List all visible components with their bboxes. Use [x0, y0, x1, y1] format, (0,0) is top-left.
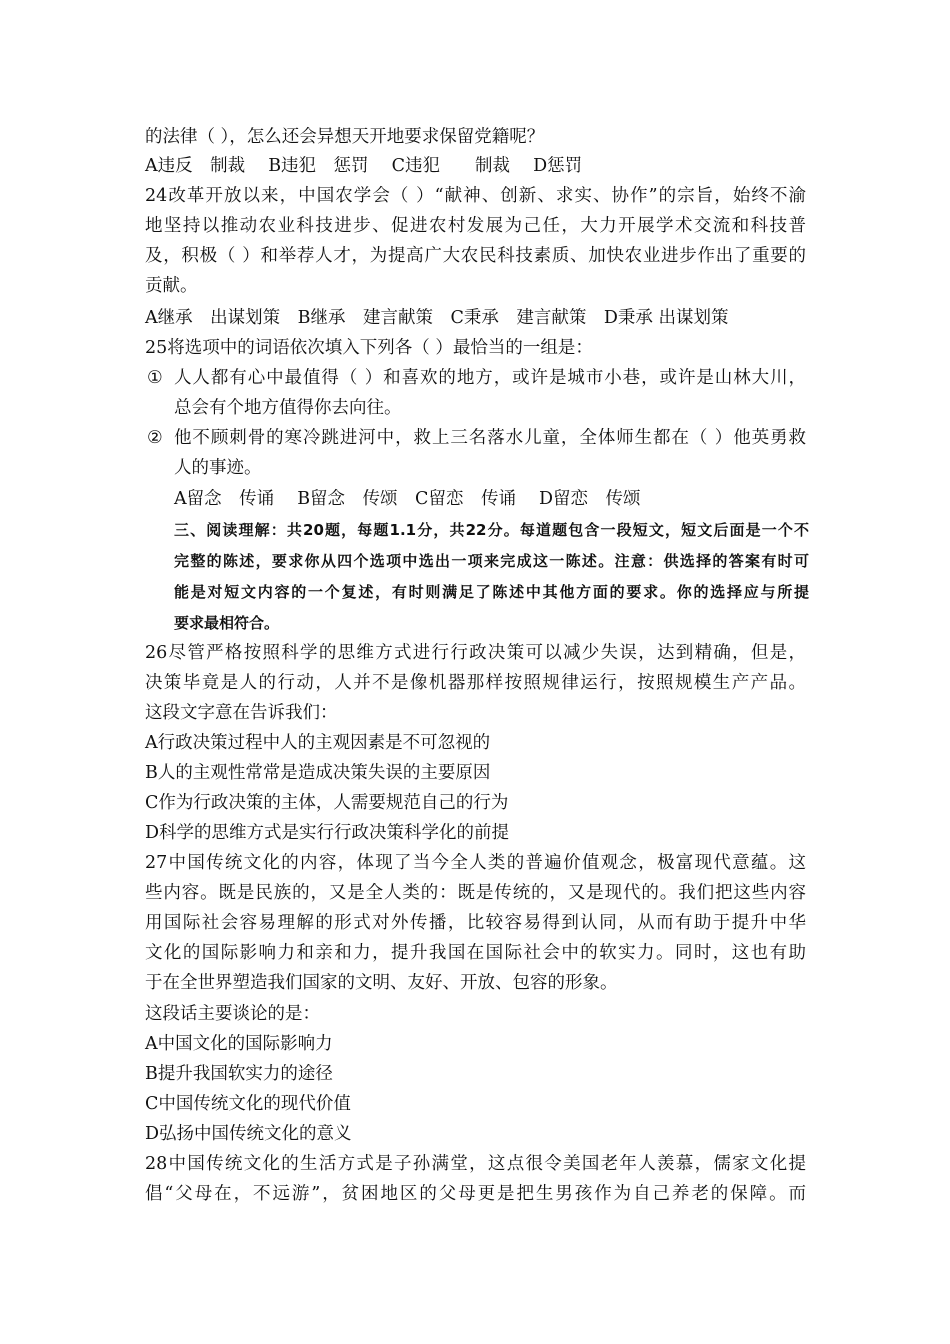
- text-line: 总会有个地方值得你去向往。: [174, 398, 402, 418]
- text-line: 用国际社会容易理解的形式对外传播，比较容易得到认同，从而有助于提升中华: [145, 913, 806, 933]
- text-line: 24改革开放以来，中国农学会（ ）“献神、创新、求实、协作”的宗旨，始终不渝: [145, 186, 806, 206]
- text-line: 地坚持以推动农业科技进步、促进农村发展为己任，大力开展学术交流和科技普: [145, 216, 806, 236]
- text-line: A行政决策过程中人的主观因素是不可忽视的: [145, 733, 491, 753]
- list-marker: ②: [147, 428, 163, 448]
- text-line: 些内容。既是民族的，又是全人类的：既是传统的，又是现代的。我们把这些内容: [145, 883, 806, 903]
- text-line: 这段文字意在告诉我们：: [145, 703, 338, 723]
- text-line: A留念 传诵 B留念 传颂 C留恋 传诵 D留恋 传颂: [174, 489, 641, 509]
- text-line: 文化的国际影响力和亲和力，提升我国在国际社会中的软实力。同时，这也有助: [145, 943, 806, 963]
- section-heading: 能是对短文内容的一个复述，有时则满足了陈述中其他方面的要求。你的选择应与所提: [174, 583, 809, 601]
- text-line: A违反 制裁 B违犯 惩罚 C违犯 制裁 D惩罚: [145, 156, 583, 176]
- section-heading: 要求最相符合。: [174, 614, 280, 632]
- text-line: A继承 出谋划策 B继承 建言献策 C秉承 建言献策 D秉承 出谋划策: [145, 308, 729, 328]
- section-heading: 完整的陈述，要求你从四个选项中选出一项来完成这一陈述。注意：供选择的答案有时可: [174, 552, 809, 570]
- section-heading: 三、阅读理解：共20题，每题1.1分，共22分。每道题包含一段短文，短文后面是一个不: [174, 521, 809, 539]
- text-line: 的法律（ ），怎么还会异想天开地要求保留党籍呢？: [145, 127, 545, 147]
- text-line: A中国文化的国际影响力: [145, 1034, 333, 1054]
- list-marker: ①: [147, 368, 163, 388]
- text-line: 倡“父母在，不远游”，贫困地区的父母更是把生男孩作为自己养老的保障。而: [145, 1184, 806, 1204]
- text-line: B提升我国软实力的途径: [145, 1064, 333, 1084]
- text-line: 及，积极（ ）和举荐人才，为提高广大农民科技素质、加快农业进步作出了重要的: [145, 246, 806, 266]
- text-line: 他不顾刺骨的寒冷跳进河中，救上三名落水儿童，全体师生都在（ ）他英勇救: [174, 428, 806, 448]
- text-line: 这段话主要谈论的是：: [145, 1004, 320, 1024]
- text-line: D弘扬中国传统文化的意义: [145, 1124, 352, 1144]
- text-line: C作为行政决策的主体，人需要规范自己的行为: [145, 793, 509, 813]
- text-line: 贡献。: [145, 276, 198, 296]
- text-line: 人的事迹。: [174, 458, 262, 478]
- text-line: 27中国传统文化的内容，体现了当今全人类的普遍价值观念，极富现代意蕴。这: [145, 853, 806, 873]
- text-line: 25将选项中的词语依次填入下列各（ ）最恰当的一组是：: [145, 338, 593, 358]
- text-line: 28中国传统文化的生活方式是子孙满堂，这点很令美国老年人羡慕，儒家文化提: [145, 1154, 806, 1174]
- text-line: 人人都有心中最值得（ ）和喜欢的地方，或许是城市小巷，或许是山林大川，: [174, 368, 806, 388]
- text-line: 于在全世界塑造我们国家的文明、友好、开放、包容的形象。: [145, 973, 618, 993]
- text-line: C中国传统文化的现代价值: [145, 1094, 351, 1114]
- text-line: B人的主观性常常是造成决策失误的主要原因: [145, 763, 491, 783]
- text-line: 26尽管严格按照科学的思维方式进行行政决策可以减少失误，达到精确，但是，: [145, 643, 806, 663]
- text-line: D科学的思维方式是实行行政决策科学化的前提: [145, 823, 510, 843]
- text-line: 决策毕竟是人的行动，人并不是像机器那样按照规律运行，按照规模生产产品。: [145, 673, 806, 693]
